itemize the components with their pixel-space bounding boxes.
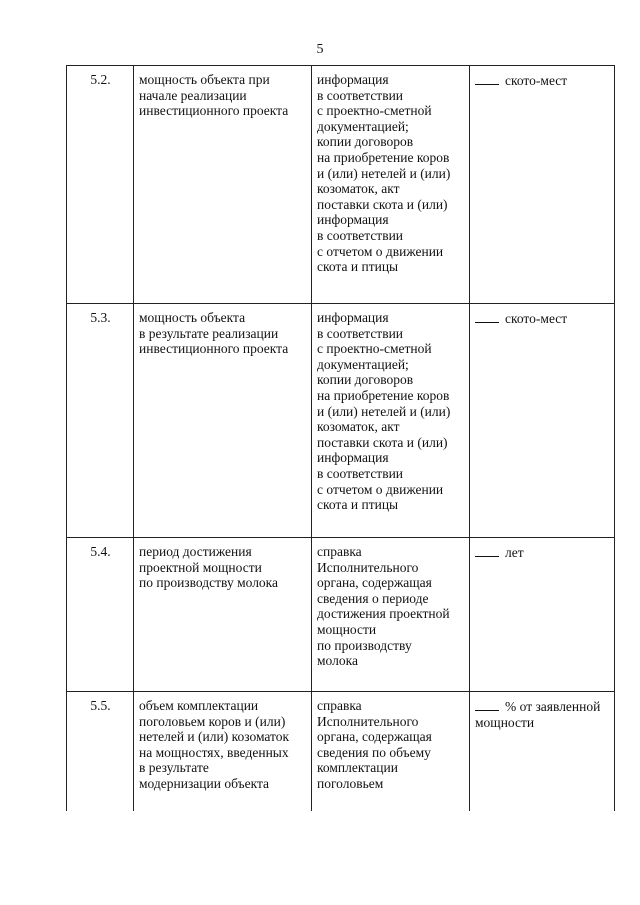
source-cell-line: поголовьем (317, 775, 384, 791)
unit-line: мощности (475, 714, 535, 730)
source-cell-line: и (или) нетелей и (или) (317, 165, 451, 181)
unit-label: ското-мест (505, 73, 568, 88)
indicator-cell-line: мощность объекта (139, 310, 246, 325)
source-cell-line: органа, содержащая (317, 575, 432, 591)
indicator-cell-line: инвестиционного проекта (139, 341, 289, 357)
source-cell-line: комплектации (317, 760, 398, 776)
indicator-cell-line: период достижения (139, 544, 252, 559)
source-cell-line: козоматок, акт (317, 419, 400, 435)
source-cell-line: документацией; (317, 356, 409, 372)
source-cell-line: информация (317, 310, 389, 325)
source-cell-line: козоматок, акт (317, 181, 400, 197)
source-cell-line: документацией; (317, 118, 409, 134)
page-number: 5 (316, 42, 324, 57)
source-cell-line: скота и птицы (317, 497, 399, 513)
value-cell (470, 66, 615, 304)
source-cell-line: поставки скота и (или) (317, 434, 448, 450)
fill-in-blank (475, 544, 499, 557)
indicator-cell-line: поголовьем коров и (или) (139, 713, 286, 729)
indicator-cell-line: инвестиционного проекта (139, 103, 289, 119)
indicator-cell-line: модернизации объекта (139, 775, 270, 791)
source-cell-line: Исполнительного (317, 559, 419, 575)
indicator-cell (134, 304, 312, 538)
source-cell (312, 692, 470, 812)
indicator-cell-line: в результате (139, 760, 209, 776)
indicator-cell-line: по производству молока (139, 575, 279, 591)
source-cell-line: по производству (317, 637, 412, 653)
source-cell (312, 304, 470, 538)
source-cell (312, 66, 470, 304)
source-cell-line: в соответствии (317, 87, 404, 103)
indicator-cell (134, 66, 312, 304)
source-cell-line: на приобретение коров (317, 149, 450, 165)
unit-line (475, 72, 610, 89)
source-cell-line: справка (317, 698, 362, 713)
source-cell-line: с проектно-сметной (317, 341, 432, 357)
indicator-cell-line: объем комплектации (139, 698, 259, 713)
row-number: 5.4. (67, 538, 134, 692)
source-cell-line: мощности (317, 621, 377, 637)
source-cell-line: органа, содержащая (317, 729, 432, 745)
source-cell-line: справка (317, 544, 362, 559)
source-cell-line: Исполнительного (317, 713, 419, 729)
indicator-cell-line: в результате реализации (139, 325, 279, 341)
unit-line (475, 698, 610, 715)
source-cell-line: поставки скота и (или) (317, 196, 448, 212)
source-cell-line: информация (317, 450, 389, 466)
source-cell (312, 538, 470, 692)
value-cell (470, 538, 615, 692)
source-cell-line: копии договоров (317, 134, 414, 150)
source-cell-line: сведения о периоде (317, 590, 429, 606)
fill-in-blank (475, 72, 499, 85)
source-cell-line: на приобретение коров (317, 387, 450, 403)
indicator-cell-line: мощность объекта при (139, 72, 270, 87)
source-cell-line: информация (317, 212, 389, 228)
fill-in-blank (475, 698, 499, 711)
table-row (67, 538, 615, 692)
source-cell-line: и (или) нетелей и (или) (317, 403, 451, 419)
indicator-cell-line: начале реализации (139, 87, 247, 103)
source-cell-line: достижения проектной (317, 606, 450, 622)
indicator-cell (134, 538, 312, 692)
row-number: 5.3. (67, 304, 134, 538)
indicator-cell-line: на мощностях, введенных (139, 744, 289, 760)
source-cell-line: информация (317, 72, 389, 87)
requirements-table (66, 65, 615, 811)
unit-label: лет (505, 545, 524, 560)
fill-in-blank (475, 310, 499, 323)
table-row (67, 66, 615, 304)
source-cell-line: в соответствии (317, 325, 404, 341)
table-row (67, 692, 615, 812)
value-cell (470, 692, 615, 812)
source-cell-line: в соответствии (317, 227, 404, 243)
source-cell-line: скота и птицы (317, 259, 399, 275)
unit-label: % от заявленной (505, 699, 601, 714)
row-number: 5.2. (67, 66, 134, 304)
source-cell-line: копии договоров (317, 372, 414, 388)
indicator-cell-line: проектной мощности (139, 559, 262, 575)
unit-line (475, 310, 610, 327)
table-row (67, 304, 615, 538)
source-cell-line: с проектно-сметной (317, 103, 432, 119)
indicator-cell-line: нетелей и (или) козоматок (139, 729, 290, 745)
source-cell-line: с отчетом о движении (317, 243, 444, 259)
unit-line (475, 544, 610, 561)
source-cell-line: молока (317, 653, 358, 669)
indicator-cell (134, 692, 312, 812)
unit-label: ското-мест (505, 311, 568, 326)
value-cell (470, 304, 615, 538)
source-cell-line: с отчетом о движении (317, 481, 444, 497)
row-number: 5.5. (67, 692, 134, 812)
source-cell-line: в соответствии (317, 465, 404, 481)
source-cell-line: сведения по объему (317, 744, 431, 760)
